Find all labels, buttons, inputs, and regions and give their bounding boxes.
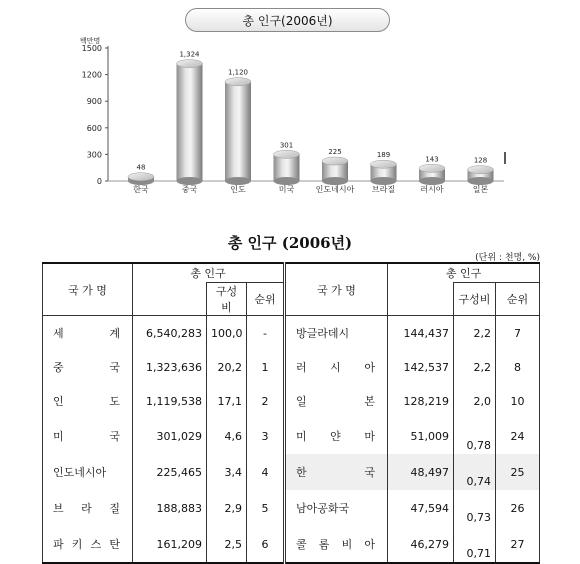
table-row: [43, 316, 540, 351]
country-name-right: 러 시 아: [285, 350, 388, 384]
population-left: 1,323,636: [133, 350, 207, 384]
bar-base: [371, 177, 397, 185]
share-left: 4,6: [207, 418, 247, 454]
table-row: [43, 454, 540, 490]
country-name-right: 방글라데시: [285, 316, 388, 351]
share-right: 2,2: [454, 316, 496, 351]
rank-right: 24: [496, 418, 540, 454]
table-row: [43, 526, 540, 563]
country-name-right: 남아공화국: [285, 490, 388, 526]
category-label: 미국: [278, 185, 295, 194]
chart-title: 총 인구(2006년): [185, 8, 390, 32]
country-name-left: 파 키 스 탄: [43, 526, 133, 563]
population-right: 47,594: [388, 490, 454, 526]
bar-base: [468, 177, 494, 185]
bar-value-label: 143: [425, 155, 439, 164]
share-left: 3,4: [207, 454, 247, 490]
y-tick-label: 600: [86, 123, 102, 133]
category-label: 브라질: [371, 185, 396, 194]
rank-right: 26: [496, 490, 540, 526]
category-label: 인도: [230, 185, 246, 194]
share-right: 0,71: [454, 526, 496, 563]
bar-base: [322, 177, 348, 185]
header-rank-left: 순위: [247, 283, 285, 316]
rank-right: 7: [496, 316, 540, 351]
table-header-row: [43, 263, 540, 283]
population-left: 188,883: [133, 490, 207, 526]
share-left: 17,1: [207, 384, 247, 418]
share-right: 0,78: [454, 418, 496, 454]
rank-right: 25: [496, 454, 540, 490]
bar-중국: [177, 64, 203, 181]
bar-value-label: 225: [328, 148, 342, 157]
share-right: 0,73: [454, 490, 496, 526]
population-right: 46,279: [388, 526, 454, 563]
bar-value-label: 189: [376, 151, 391, 160]
category-label: 러시아: [420, 185, 444, 194]
header-country-left: 국 가 명: [43, 263, 133, 316]
rank-left: 2: [247, 384, 285, 418]
y-axis-label: 백만명: [80, 37, 101, 45]
bar-value-label: 1,324: [179, 50, 200, 59]
header-share-right: 구성비: [454, 283, 496, 316]
header-rank-right: 순위: [496, 283, 540, 316]
bar-cap: [468, 166, 494, 174]
table-row: [43, 350, 540, 384]
bar-cap: [419, 164, 445, 172]
country-name-left: 브 라 질: [43, 490, 133, 526]
bar-base: [419, 177, 445, 185]
rank-right: 27: [496, 526, 540, 563]
bar-cap: [322, 157, 348, 165]
country-name-right: 한 국: [285, 454, 388, 490]
share-left: 2,9: [207, 490, 247, 526]
category-label: 한국: [133, 185, 149, 194]
header-total-right: 총 인구: [388, 263, 540, 283]
country-name-left: 중 국: [43, 350, 133, 384]
rank-left: 1: [247, 350, 285, 384]
country-name-right: 일 본: [285, 384, 388, 418]
country-name-right: 콜 롬 비 아: [285, 526, 388, 563]
rank-left: 6: [247, 526, 285, 563]
population-table-wrapper: [42, 262, 539, 564]
population-bar-chart: [0, 0, 580, 215]
population-right: 48,497: [388, 454, 454, 490]
country-name-left: 세 계: [43, 316, 133, 351]
rank-left: 5: [247, 490, 285, 526]
share-right: 2,0: [454, 384, 496, 418]
country-name-right: 미 얀 마: [285, 418, 388, 454]
country-name-left: 미 국: [43, 418, 133, 454]
unit-note: (단위 : 천명, %): [475, 253, 540, 263]
bar-cap: [225, 78, 251, 86]
header-pop-right: [388, 283, 454, 316]
y-tick-label: 900: [86, 97, 102, 107]
population-left: 1,119,538: [133, 384, 207, 418]
share-right: 0,74: [454, 454, 496, 490]
bar-인도: [225, 82, 251, 181]
category-label: 인도네시아: [315, 185, 355, 194]
rank-left: 3: [247, 418, 285, 454]
population-table: [42, 262, 540, 564]
bar-cap: [177, 60, 203, 68]
table-row: [43, 418, 540, 454]
bar-value-label: 1,120: [227, 68, 249, 77]
country-name-left: 인 도: [43, 384, 133, 418]
bar-base: [274, 177, 300, 185]
category-label: 중국: [181, 185, 198, 194]
header-share-left: 구성비: [207, 283, 247, 316]
country-name-left: 인도네시아: [43, 454, 133, 490]
population-right: 128,219: [388, 384, 454, 418]
bar-cap: [274, 150, 300, 158]
population-left: 225,465: [133, 454, 207, 490]
rank-right: 8: [496, 350, 540, 384]
bar-cap: [371, 160, 397, 168]
y-tick-label: 0: [96, 177, 102, 186]
population-left: 6,540,283: [133, 316, 207, 351]
y-tick-label: 300: [86, 150, 102, 160]
share-right: 2,2: [454, 350, 496, 384]
rank-left: -: [247, 316, 285, 351]
header-total-left: 총 인구: [133, 263, 285, 283]
bar-base: [177, 177, 203, 185]
header-country-right: 국 가 명: [285, 263, 388, 316]
share-left: 100,0: [207, 316, 247, 351]
rank-left: 4: [247, 454, 285, 490]
share-left: 20,2: [207, 350, 247, 384]
header-pop-left: [133, 283, 207, 316]
category-label: 일본: [472, 185, 489, 194]
table-title: 총 인구 (2006년): [227, 234, 353, 252]
population-right: 142,537: [388, 350, 454, 384]
population-right: 144,437: [388, 316, 454, 351]
table-body: [43, 263, 540, 563]
rank-right: 10: [496, 384, 540, 418]
population-left: 301,029: [133, 418, 207, 454]
bar-value-label: 48: [136, 163, 146, 172]
population-left: 161,209: [133, 526, 207, 563]
bar-base: [225, 177, 251, 185]
table-row: [43, 490, 540, 526]
bar-value-label: 301: [279, 141, 294, 150]
y-tick-label: 1500: [81, 44, 102, 53]
y-tick-label: 1200: [81, 70, 102, 80]
bar-value-label: 128: [473, 156, 488, 165]
share-left: 2,5: [207, 526, 247, 563]
population-right: 51,009: [388, 418, 454, 454]
bar-cap: [128, 173, 154, 181]
table-row: [43, 384, 540, 418]
